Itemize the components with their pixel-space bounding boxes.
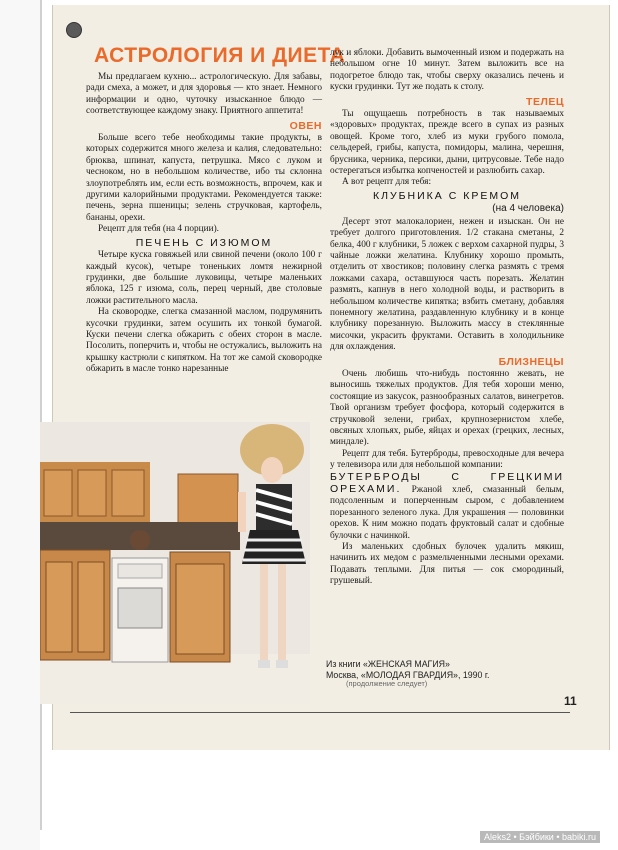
- telec-paragraph: Ты ощущаешь потребность в так называемых «здоровых» продуктах, прежде всего в супах из разных овощей. Кроме того, хлеб из муки грубого помола, сельдерей, грибы, капуста, помидоры, малина, черешня, брусника, черника, персики, дыни, цитрусовые. Тебе надо остерегаться избытка копченостей и разлюбить сахар.: [330, 109, 564, 177]
- recipe-liver-ingredients: Четыре куска говяжьей или свиной печени (около 100 г каждый кусок), четыре тоненьких ломтя нежирной грудинки, две большие луковицы, четыре маленьких яблока, 125 г изюма, соль, перец черный, две столовые ложки растительного масла.: [86, 250, 322, 306]
- kitchen-doll-photo: [40, 422, 310, 704]
- page-title: АСТРОЛОГИЯ И ДИЕТА: [94, 44, 346, 67]
- column-left: [86, 72, 322, 376]
- recipe-title-sandwich: БУТЕРБРОДЫ С ГРЕЦКИМИ ОРЕХАМИ.: [330, 470, 564, 496]
- recipe-strawberry-text: Десерт этот малокалориен, нежен и изыскан. Он не требует долгого приготовления. 1/2 стакана сметаны, 2 белка, 400 г клубники, 5 ложек с верхом сахарной пудры, 3 чайные ложки желатина. Клубнику хорошо промыть, отделить от хвостиков; половину слегка размять с тремя ложками сахара, оставшуюся часть порезать. Желатин размять, капнув в него холодной воды, и растворить в небольшом количестве кипятка; взбить сметану, добавляя понемногу желатина, раздавленную клубнику и в конце клубнику порезанную. Выложить массу в стеклянные мисочки, украсить фруктами. Оставить в холодильнике для охлаждения.: [330, 216, 564, 353]
- watermark: Aleks2 • Бэйбики • babiki.ru: [480, 831, 600, 843]
- heading-bliznecy: БЛИЗНЕЦЫ: [498, 355, 564, 368]
- recipe-liver-method: На сковородке, слегка смазанной маслом, подрумянить кусочки грудинки, затем осушить их тонкой бумагой. Куски печени слегка обжарить с обеих сторон в масле. Посолить, поперчить и, чтобы не остужались, выложить на крышку кастрюли с кипятком. На тот же самой сковородке обжарить в масле тонко нарезанные: [86, 307, 322, 375]
- footer-rule: [70, 712, 570, 713]
- intro-paragraph: Мы предлагаем кухню... астрологическую. Для забавы, ради смеха, а может, и для здоровья — кто знает. Немного информации и одно, чуточку изысканное блюдо — соответствующее каждому знаку. Приятного аппетита!: [86, 72, 322, 117]
- recipe-sandwich-text-2: Из маленьких сдобных булочек удалить мякиш, начинить их медом с размельченными лесными орехами. Подавать теплыми. Для питья — сок смородиный, грушевый.: [330, 542, 564, 587]
- recipe-title-liver: ПЕЧЕНЬ С ИЗЮМОМ: [135, 236, 273, 249]
- recipe-liver-continued: лук и яблоки. Добавить вымоченный изюм и подержать на небольшом огне 10 минут. Затем выложить все на подогретое блюдо так, чтобы сверху оказались печень и куски грудинки. Тут же подать к столу.: [330, 48, 564, 93]
- oven-recipe-intro: Рецепт для тебя (на 4 порции).: [98, 224, 220, 235]
- fold-line: [40, 0, 42, 830]
- oven-paragraph: Больше всего тебе необходимы такие продукты, в которых содержится много железа и калия, следовательно: брюква, шпинат, капуста, петрушка. Мясо с луком и чесноком, но в небольшом количестве, ибо ты склонна злоупотреблять им, если есть возможность, впрочем, как и другими калорийными продуктами. Рекомендуется также: печень, зерна пшеницы; зелень стручковая, картофель, бананы, орехи.: [86, 133, 322, 223]
- bliznecy-recipe-intro: Рецепт для тебя. Бутерброды, превосходные для вечера у телевизора или для небольшой компании:: [330, 448, 564, 471]
- heading-telec: ТЕЛЕЦ: [526, 95, 564, 108]
- page-number: 11: [564, 694, 577, 708]
- source-line-2: Москва, «МОЛОДАЯ ГВАРДИЯ», 1990 г.: [326, 670, 490, 680]
- recipe-sandwich-text: Ржаной хлеб, смазанный белым, подсоленным и поперченным сыром, с добавлением порезанного зеленого лука. Для украшения — половинки орехов. К ним можно подать фруктовый салат и сдобные булочки с начинкой.: [330, 485, 564, 541]
- recipe-title-strawberry: КЛУБНИКА С КРЕМОМ: [372, 189, 522, 202]
- heading-oven: ОВЕН: [289, 119, 322, 132]
- recipe-sandwich-paragraph: [330, 472, 564, 542]
- binding-edge: [0, 0, 40, 850]
- source-line-1: Из книги «ЖЕНСКАЯ МАГИЯ»: [326, 659, 450, 669]
- continued-note: (продолжение следует): [346, 679, 428, 688]
- recipe-strawberry-servings: (на 4 человека): [492, 203, 564, 215]
- punch-hole: [66, 22, 82, 38]
- bliznecy-paragraph: Очень любишь что-нибудь постоянно жевать, не выносишь тяжелых продуктов. Для тебя хороши меню, состоящие из закусок, разнообразных салатов, винегретов. Твой организм требует фосфора, который содержится в стручковой зелени, грибах, крупнозернистом хлебе, овсяных хлопьях, рыбе, яйцах и орехах (грецких, лесных, миндале).: [330, 368, 564, 448]
- source-citation: [326, 659, 566, 681]
- telec-recipe-intro: А вот рецепт для тебя:: [342, 177, 432, 188]
- column-right: [330, 48, 564, 588]
- photo-illustration: [40, 422, 310, 704]
